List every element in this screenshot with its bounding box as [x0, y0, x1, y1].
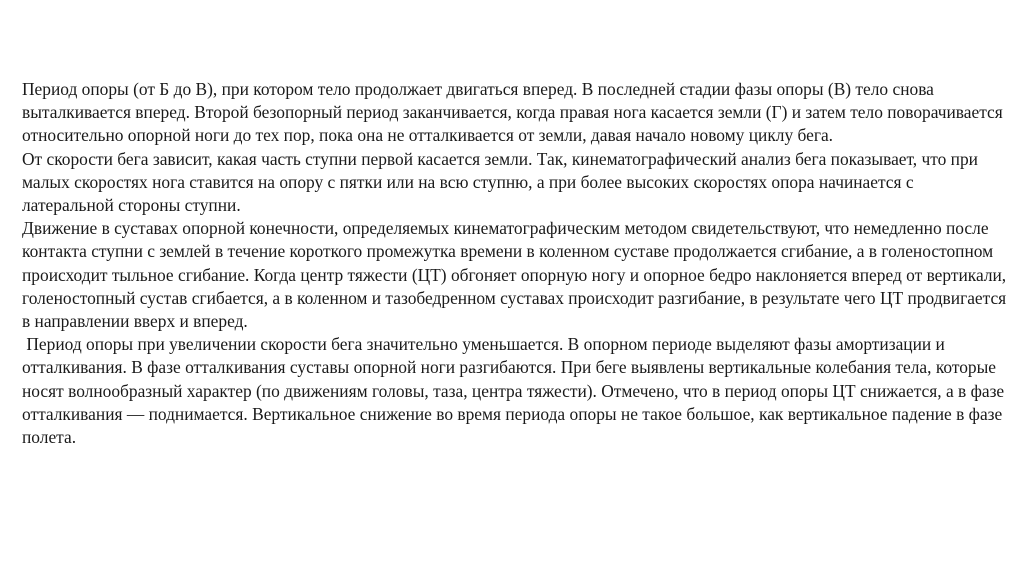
paragraph-foot-contact: От скорости бега зависит, какая часть ступни первой касается земли. Так, кинематографический анализ бега показывает, что при малых скоростях нога ставится на опору с пятки или на всю ступню, а при более высоких скоростях опора начинается с латеральной стороны ступни. [22, 148, 983, 216]
paragraph-joint-movement: Движение в суставах опорной конечности, определяемых кинематографическим методом свидетельствуют, что немедленно после контакта ступни с землей в течение короткого промежутка времени в коленном суставе продолжается сгибание, а в голеностопном происходит тыльное сгибание. Когда центр тяжести (ЦТ) обгоняет опорную ногу и опорное бедро наклоняется вперед от вертикали, голеностопный сустав сгибается, а в коленном и тазобедренном суставах происходит разгибание, в результате чего ЦТ продвигается в направлении вверх и вперед. [22, 218, 1011, 332]
paragraph-support-period: Период опоры (от Б до В), при котором тело продолжает двигаться вперед. В последней стадии фазы опоры (В) тело снова выталкивается вперед. Второй безопорный период заканчивается, когда правая нога касается земли (Г) и затем тело поворачивается относительно опорной ноги до тех пор, пока она не отталкивается от земли, давая начало новому циклу бега. [22, 79, 1008, 146]
paragraph-vertical-oscillation: Период опоры при увеличении скорости бега значительно уменьшается. В опорном периоде выделяют фазы амортизации и отталкивания. В фазе отталкивания суставы опорной ноги разгибаются. При беге выявлены вертикальные колебания тела, которые носят волнообразный характер (по движениям головы, таза, центра тяжести). Отмечено, что в период опоры ЦТ снижается, а в фазе отталкивания — поднимается. Вертикальное снижение во время периода опоры не такое большое, как вертикальное падение в фазе полета. [22, 334, 1009, 448]
text-body [22, 78, 1011, 449]
